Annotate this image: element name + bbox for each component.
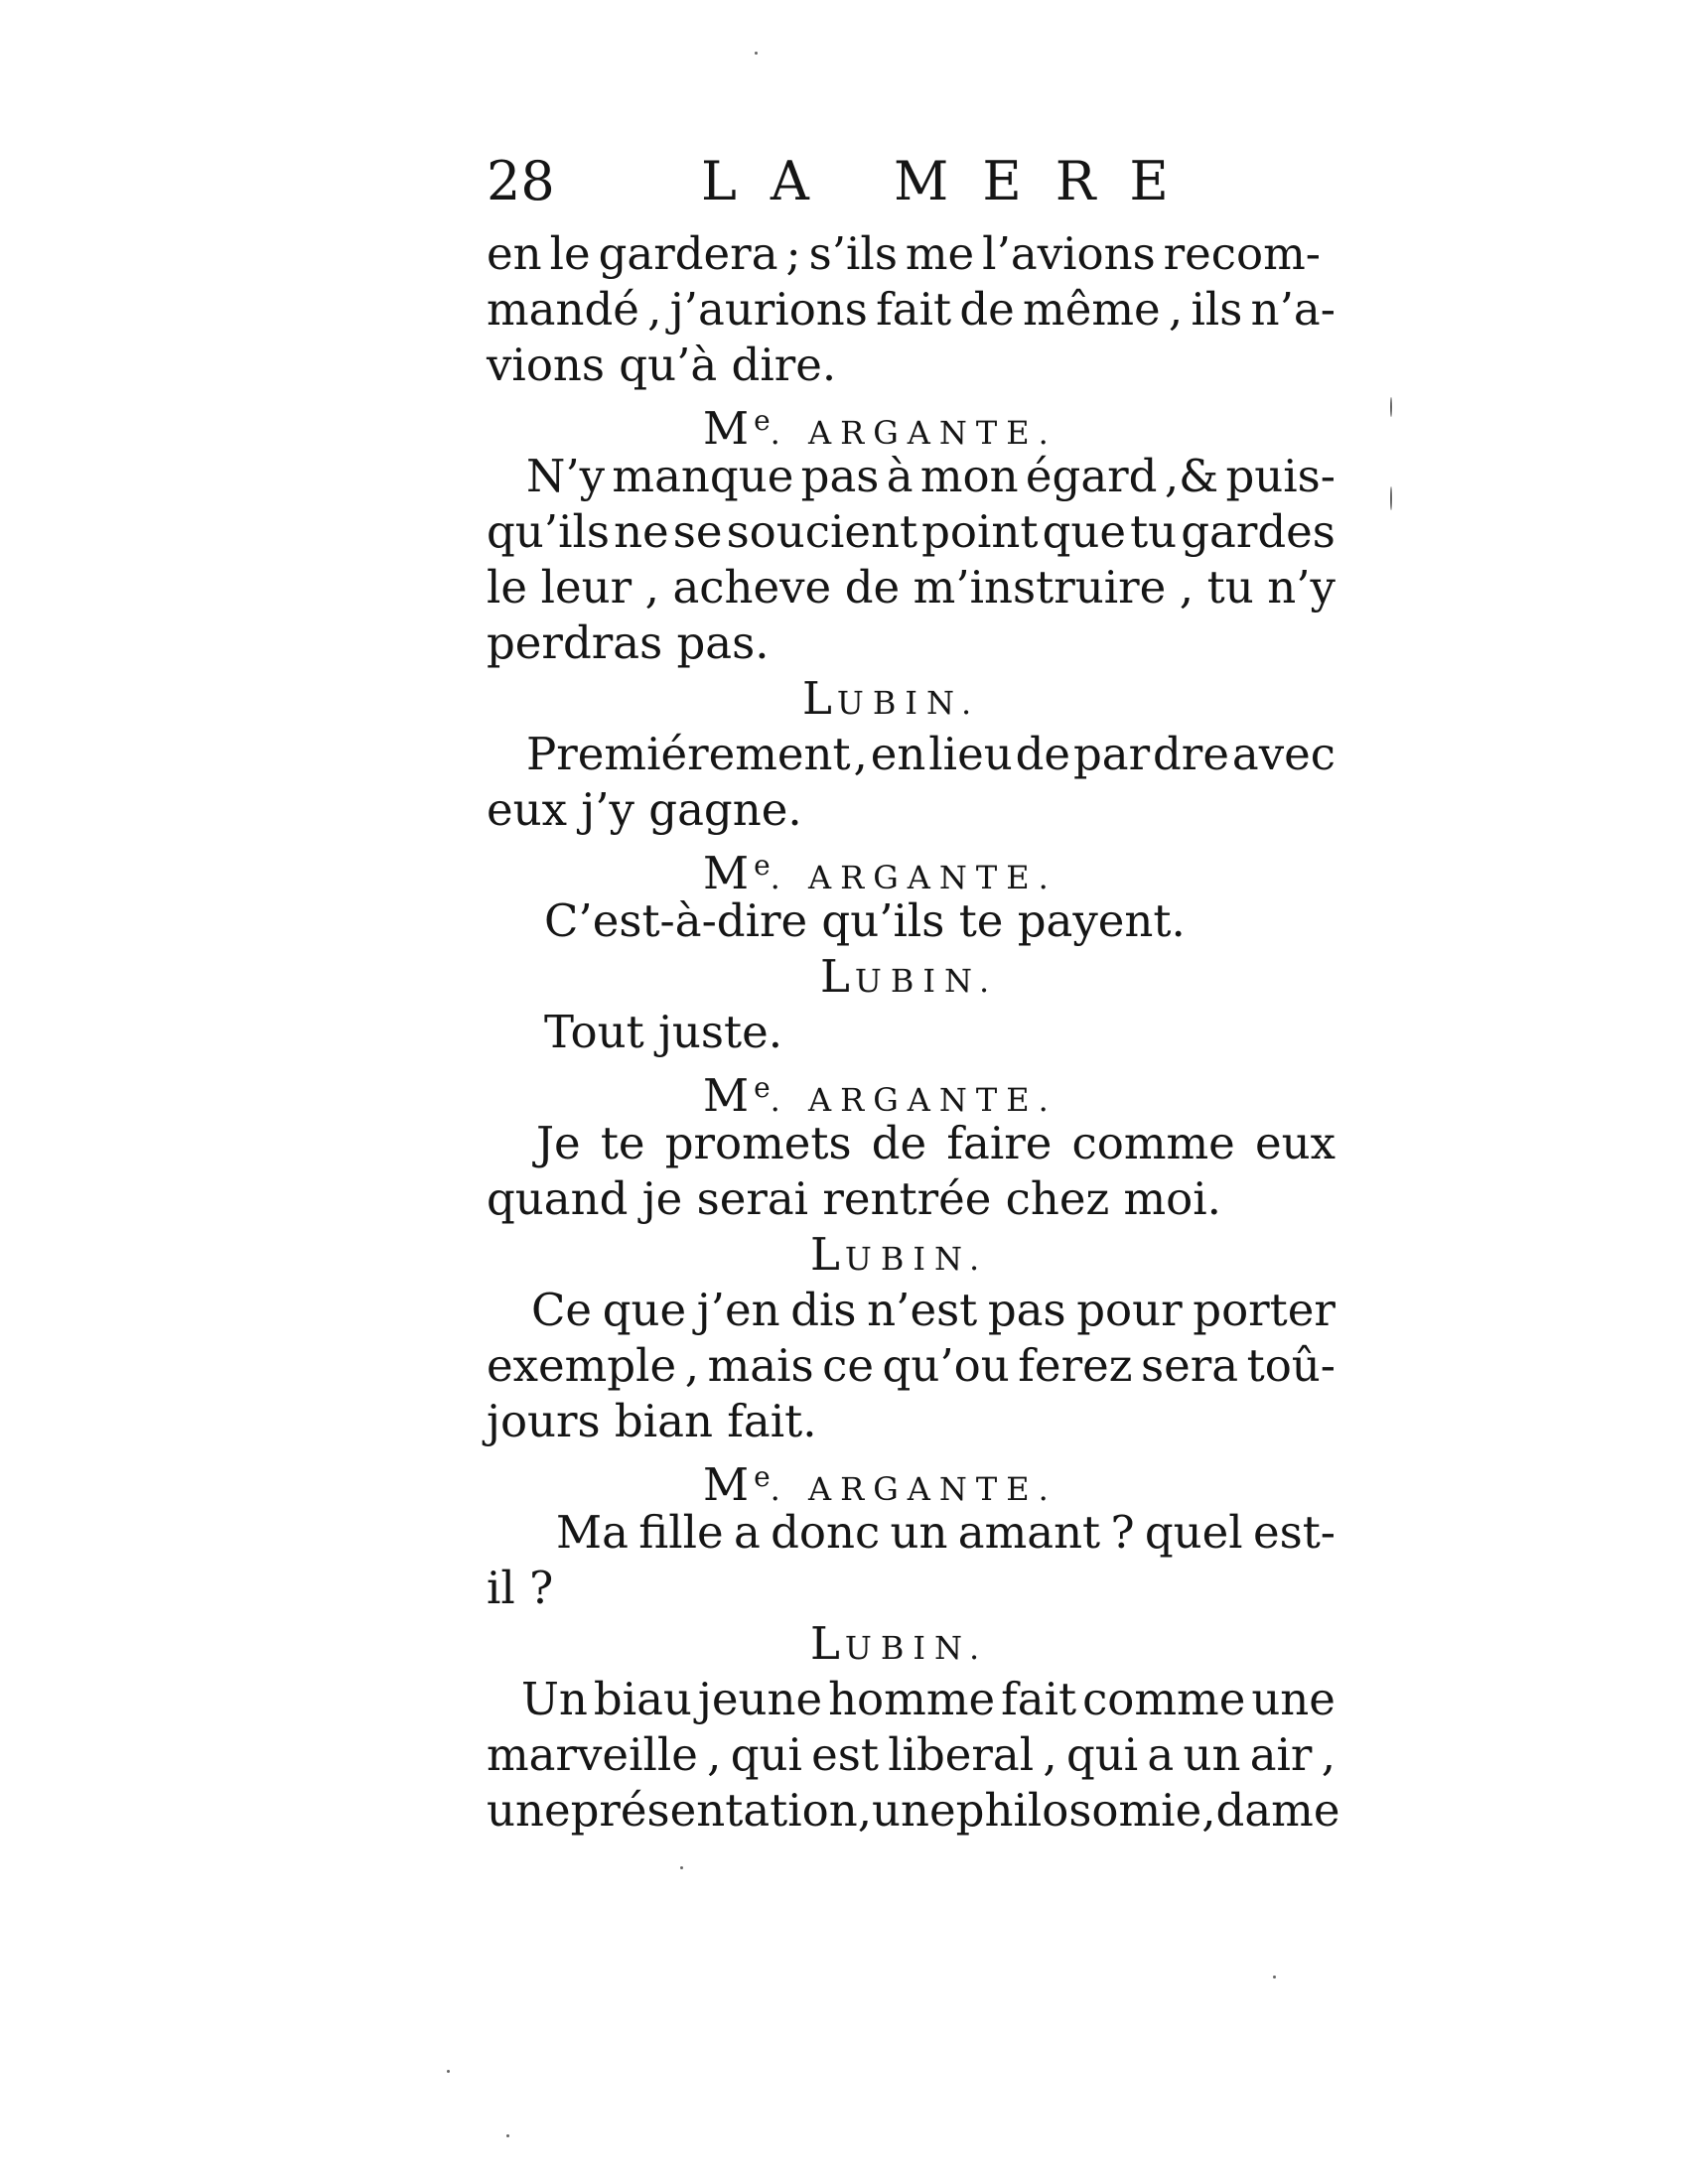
word: dis (790, 1284, 857, 1336)
word: est (811, 1728, 879, 1781)
speaker-superscript: e (754, 1460, 771, 1493)
word: l’avions (982, 227, 1156, 280)
word: égard (1025, 450, 1158, 502)
text-line (526, 727, 1336, 782)
speaker-name: UBIN. (844, 1240, 989, 1278)
word: mandé (487, 283, 639, 336)
speaker-name: . ARGANTE. (770, 1470, 1057, 1508)
word: par (1072, 728, 1151, 780)
word: , (684, 1339, 700, 1392)
word: même (1023, 283, 1161, 336)
text-line (531, 1283, 1336, 1338)
word: que (602, 1284, 687, 1336)
word: puis- (1225, 450, 1336, 502)
word: N’y (526, 450, 606, 502)
speaker-name: UBIN. (836, 684, 981, 722)
text-line (487, 282, 1336, 338)
word: ; (785, 227, 801, 280)
word: , (1043, 1728, 1057, 1781)
text-line: perdras pas. (487, 616, 770, 669)
word: a (1147, 1728, 1175, 1781)
word: ils (1191, 283, 1243, 336)
word: qu’ou (882, 1339, 1010, 1392)
word: exemple (487, 1339, 677, 1392)
word: que (1042, 505, 1126, 558)
word: un (890, 1506, 948, 1559)
word: de (1015, 728, 1071, 780)
word: ,& (1164, 450, 1219, 502)
text-line (487, 1338, 1336, 1394)
scan-speck (1390, 486, 1392, 510)
text-line (536, 1116, 1336, 1171)
speaker-initial: M (703, 402, 755, 455)
word: se (672, 505, 723, 558)
speaker-initial: L (810, 1617, 845, 1670)
text-line (556, 1505, 1336, 1561)
word: me (905, 227, 975, 280)
speaker-initial: M (703, 847, 755, 899)
word: une (872, 1784, 956, 1837)
speaker-heading (810, 1227, 988, 1287)
word: pas (800, 450, 880, 502)
word: , (1168, 283, 1184, 336)
word: acheve (672, 561, 832, 614)
word: quel (1144, 1506, 1243, 1559)
word: toû- (1246, 1339, 1336, 1392)
word: , (707, 1728, 722, 1781)
word: avec (1231, 728, 1336, 780)
word: a (733, 1506, 761, 1559)
word: qui (1065, 1728, 1139, 1781)
word: dre (1153, 728, 1229, 780)
word: mais (707, 1339, 814, 1392)
word: pour (1076, 1284, 1183, 1336)
word: , (857, 1784, 873, 1837)
word: comme (1082, 1673, 1246, 1725)
word: gardera (598, 227, 778, 280)
word: dame (1215, 1784, 1340, 1837)
text-line: C’est-à-dire qu’ils te payent. (544, 894, 1186, 947)
word: , (853, 728, 868, 780)
word: manque (612, 450, 794, 502)
word: en (870, 728, 926, 780)
word: liberal (888, 1728, 1035, 1781)
speaker-superscript: e (754, 404, 771, 437)
running-head (487, 147, 1311, 216)
word: donc (771, 1506, 881, 1559)
text-line: quand je serai rentrée chez moi. (487, 1172, 1221, 1225)
word: qui (730, 1728, 802, 1781)
word: une (1251, 1673, 1336, 1725)
speaker-heading (810, 1616, 988, 1676)
word: est- (1252, 1506, 1336, 1559)
word: en (487, 227, 542, 280)
word: tu (1130, 505, 1178, 558)
text-line: Tout juste. (544, 1006, 783, 1058)
text-line (487, 1727, 1336, 1783)
speaker-name: UBIN. (844, 1629, 989, 1667)
word: de (959, 283, 1015, 336)
word: un (1183, 1728, 1241, 1781)
text-line: eux j’y gagne. (487, 783, 802, 836)
word: fille (638, 1506, 724, 1559)
word: eux (1254, 1117, 1336, 1169)
word: , (644, 561, 659, 614)
word: jeune (697, 1673, 823, 1725)
word: ne (614, 505, 669, 558)
word: n’a- (1250, 283, 1336, 336)
word: soucient (726, 505, 918, 558)
running-title: LA MERE (701, 150, 1202, 212)
word: Un (521, 1673, 588, 1725)
scan-speck (680, 1866, 683, 1869)
word: Premiérement (526, 728, 851, 780)
word: n’y (1267, 561, 1336, 614)
word: le (549, 227, 591, 280)
word: sera (1140, 1339, 1239, 1392)
speaker-initial: L (820, 950, 855, 1003)
word: , (647, 283, 662, 336)
text-line (526, 449, 1336, 504)
word: air (1249, 1728, 1313, 1781)
word: à (886, 450, 914, 502)
word: Ce (531, 1284, 593, 1336)
word: ferez (1018, 1339, 1133, 1392)
word: m’instruire (913, 561, 1167, 614)
word: porter (1193, 1284, 1336, 1336)
text-line (487, 1783, 1340, 1839)
word: j’en (696, 1284, 780, 1336)
word: , (1201, 1784, 1216, 1837)
word: tu (1206, 561, 1254, 614)
speaker-heading (802, 671, 980, 731)
word: philosomie (955, 1784, 1202, 1837)
word: ce (822, 1339, 874, 1392)
word: , (1179, 561, 1195, 614)
word: biau (593, 1673, 692, 1725)
word: comme (1071, 1117, 1235, 1169)
scan-speck (447, 2070, 450, 2073)
word: une (487, 1784, 571, 1837)
speaker-superscript: e (754, 849, 771, 882)
word: fait (1001, 1673, 1077, 1725)
scan-speck (1273, 1976, 1276, 1979)
word: gardes (1181, 505, 1336, 558)
text-line (521, 1672, 1336, 1727)
word: point (921, 505, 1039, 558)
speaker-name: UBIN. (854, 962, 999, 1000)
speaker-name: . ARGANTE. (770, 1081, 1057, 1119)
word: n’est (867, 1284, 978, 1336)
speaker-heading (820, 949, 998, 1009)
scan-speck (755, 52, 758, 55)
word: recom- (1163, 227, 1321, 280)
word: fait (876, 283, 952, 336)
text-line (487, 560, 1336, 615)
word: , (1321, 1728, 1336, 1781)
word: de (844, 561, 901, 614)
word: mon (919, 450, 1019, 502)
text-line (487, 226, 1321, 282)
word: ? (1110, 1506, 1135, 1559)
text-line: vions qu’à dire. (487, 339, 837, 391)
text-line (487, 504, 1336, 560)
text-line: il ? (487, 1562, 554, 1614)
word: s’ils (808, 227, 898, 280)
word: homme (828, 1673, 996, 1725)
word: lieu (928, 728, 1013, 780)
word: de (871, 1117, 927, 1169)
scan-speck (1390, 397, 1392, 417)
word: te (600, 1117, 645, 1169)
speaker-name: . ARGANTE. (770, 859, 1057, 896)
word: qu’ils (487, 505, 610, 558)
speaker-initial: M (703, 1069, 755, 1122)
speaker-name: . ARGANTE. (770, 414, 1057, 452)
text-line: jours bian fait. (487, 1395, 817, 1447)
word: Je (536, 1117, 581, 1169)
speaker-superscript: e (754, 1071, 771, 1104)
word: faire (946, 1117, 1053, 1169)
speaker-initial: L (810, 1228, 845, 1281)
word: Ma (556, 1506, 629, 1559)
word: amant (957, 1506, 1101, 1559)
speaker-initial: M (703, 1458, 755, 1511)
word: marveille (487, 1728, 698, 1781)
page-number: 28 (487, 150, 555, 212)
word: pas (987, 1284, 1066, 1336)
speaker-initial: L (802, 672, 837, 725)
word: promets (664, 1117, 852, 1169)
word: j’aurions (669, 283, 868, 336)
word: leur (540, 561, 633, 614)
word: présentation (570, 1784, 858, 1837)
word: le (487, 561, 528, 614)
scan-speck (506, 2134, 509, 2137)
